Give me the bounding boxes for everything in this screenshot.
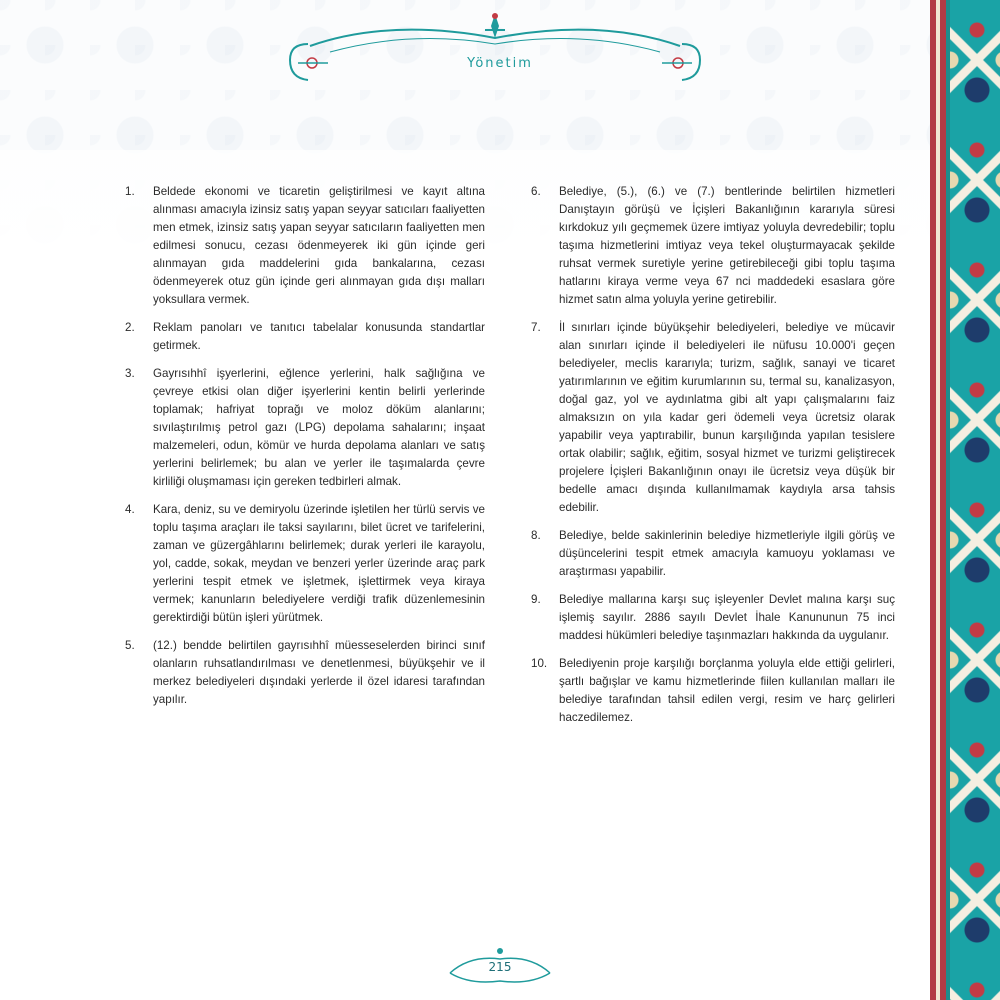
item-number: 6.: [531, 185, 541, 198]
item-number: 4.: [125, 503, 135, 516]
header-ornament: [270, 8, 720, 88]
item-number: 10.: [531, 657, 548, 670]
list-item: [531, 527, 895, 581]
item-text: (12.) bendde belirtilen gayrısıhhî müesseselerden birinci sınıf olanların ruhsatlandırılması ve denetlenmesi, büyükşehir ve il merkez belediyeleri dışındaki yerlerde il özel idaresi tarafından yapılır.: [153, 639, 485, 706]
list-item: [531, 319, 895, 517]
list-item: [125, 637, 485, 709]
item-text: İl sınırları içinde büyükşehir belediyeleri, belediye ve mücavir alan sınırları içinde il belediyeleri ile nüfusu 10.000'i geçen belediyeler, meclis kararıyla; turizm, sağlık, sanayi ve ticaret yatırımlarının ve eğitim kurumlarının su, termal su, kanalizasyon, doğal gaz, yol ve aydınlatma gibi alt yapı çalışmalarını faiz almaksızın on yıla kadar geri ödemeli veya ücretsiz olarak yapabilir veya yaptırabilir, bunun karşılığında yapılan tesislere ortak olabilir; sağlık, eğitim, sosyal hizmet ve turizmi geliştirecek projelere İçişleri Bakanlığının onayı ile ücretsiz veya düşük bir bedelle amacı dışında kullanılmamak kaydıyla arsa tahsis edebilir.: [559, 321, 895, 514]
page-number: 215: [488, 960, 512, 974]
item-text: Reklam panoları ve tanıtıcı tabelalar konusunda standartlar getirmek.: [153, 321, 485, 352]
item-number: 3.: [125, 367, 135, 380]
list-item: [531, 183, 895, 309]
list-item: [125, 501, 485, 627]
list-item: [125, 365, 485, 491]
item-text: Belediye, (5.), (6.) ve (7.) bentlerinde belirtilen hizmetleri Danıştayın görüşü ve İçişleri Bakanlığının kararıyla süresi kırkdokuz yılı geçmemek üzere imtiyaz yoluyla devredebilir; toplu taşıma hizmetlerini imtiyaz veya tekel oluşturmayacak şekilde ruhsat vermek suretiyle yerine getirebileceği gibi toplu taşıma hatlarını kiraya verme veya 67 nci maddedeki esaslara göre hizmet satın alma yoluyla yerine getirebilir.: [559, 185, 895, 306]
tile-pattern-band: [950, 0, 1000, 1000]
left-bracket-ornament: [290, 44, 328, 80]
list-item: [125, 183, 485, 309]
fleur-icon: [485, 13, 505, 38]
item-text: Belediye mallarına karşı suç işleyenler Devlet malına karşı suç işlemiş sayılır. 2886 sayılı Devlet İhale Kanununun 75 inci maddesi hükümleri belediye taşınmazları hakkında da uygulanır.: [559, 593, 895, 642]
list-item: [531, 591, 895, 645]
item-text: Kara, deniz, su ve demiryolu üzerinde işletilen her türlü servis ve toplu taşıma araçları ile taksi sayılarını, bilet ücret ve tarifelerini, zaman ve güzergâhlarını belirlemek; durak yerleri ile karayolu, yol, cadde, sokak, meydan ve benzeri yerler üzerinde araç park yerlerini tespit etmek ve işletmek, işlettirmek veya kiraya vermek; kanunların belediyelere verdiği trafik düzenlemesinin gerektirdiği bütün işleri yürütmek.: [153, 503, 485, 624]
item-text: Belediye, belde sakinlerinin belediye hizmetleriyle ilgili görüş ve düşüncelerini tespit etmek amacıyla kamuoyu yoklaması ve araştırması yapabilir.: [559, 529, 895, 578]
item-number: 5.: [125, 639, 135, 652]
item-number: 7.: [531, 321, 541, 334]
right-column: [531, 183, 895, 737]
item-text: Beldede ekonomi ve ticaretin geliştirilmesi ve kayıt altına alınması amacıyla izinsiz satış yapan seyyar satıcıları faaliyetten men etmek, izinsiz satış yapan seyyar satıcıların faaliyetten men edilmesi sonucu, cezası ödenmeyerek iki gün içinde geri alınmayan gıda maddelerini gıda bankalarına, cezası ödenmeyerek otuz gün içinde geri alınmayan gıda dışı malları yoksullara vermek.: [153, 185, 485, 306]
decorative-tile-border: [930, 0, 1000, 1000]
item-text: Gayrısıhhî işyerlerini, eğlence yerlerini, halk sağlığına ve çevreye etkisi olan diğer işyerlerini kentin belirli yerlerinde toplamak; hafriyat toprağı ve moloz döküm alanlarını; sıvılaştırılmış petrol gazı (LPG) depolama sahalarını; inşaat malzemeleri, odun, kömür ve hurda depolama alanları ve satış yerlerini belirlemek; bu alan ve yerler ile taşımalarda çevre kirliliği oluşmaması için gereken tedbirleri almak.: [153, 367, 485, 488]
right-bracket-ornament: [662, 44, 700, 80]
page-title: Yönetim: [467, 56, 533, 71]
item-number: 1.: [125, 185, 135, 198]
list-item: [125, 319, 485, 355]
item-number: 8.: [531, 529, 541, 542]
item-number: 9.: [531, 593, 541, 606]
item-text: Belediyenin proje karşılığı borçlanma yoluyla elde ettiği gelirleri, şartlı bağışlar ve kamu hizmetlerinde fiilen kullanılan malları ile belediye tarafından tahsil edilen vergi, resim ve harç gelirleri haczedilemez.: [559, 657, 895, 724]
item-number: 2.: [125, 321, 135, 334]
left-column: [125, 183, 485, 719]
list-item: [531, 655, 895, 727]
